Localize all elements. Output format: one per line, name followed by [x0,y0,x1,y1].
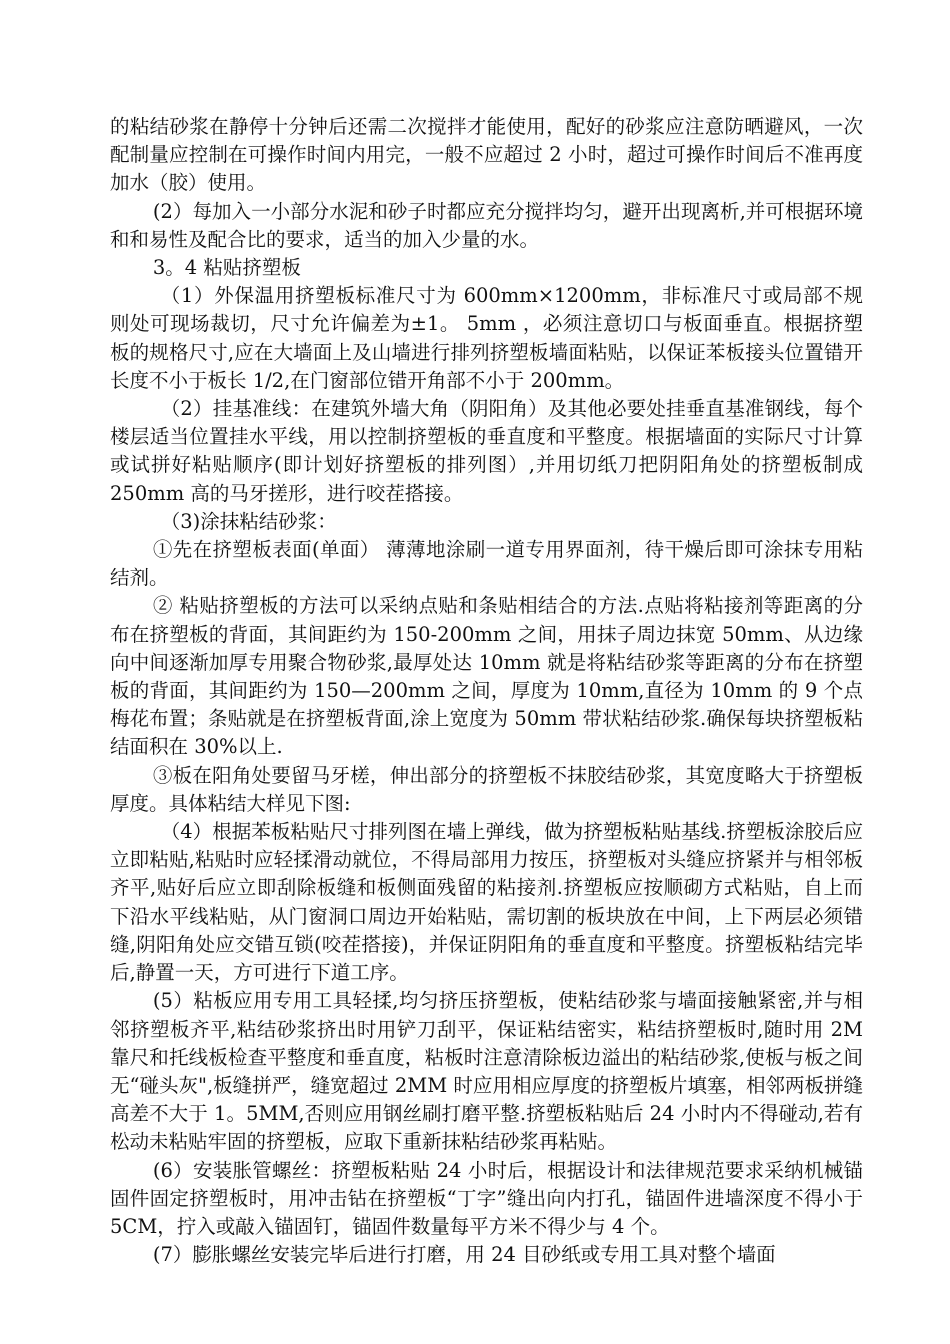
paragraph-item-2: （2）挂基准线：在建筑外墙大角（阴阳角）及其他必要处挂垂直基准钢线，每个楼层适当位置挂水平线，用以控制挤塑板的垂直度和平整度。根据墙面的实际尺寸计算或试拼好粘贴顺序(即计划好挤塑板的排列图）,并用切纸刀把阴阳角处的挤塑板制成 250mm 高的马牙搓形，进行咬茬搭接。 [110,397,863,505]
paragraph-sub-1: ①先在挤塑板表面(单面） 薄薄地涂刷一道专用界面剂，待干燥后即可涂抹专用粘结剂。 [110,538,863,590]
paragraph-step-2: (2）每加入一小部分水泥和砂子时都应充分搅拌均匀，避开出现离析,并可根据环境和和易性及配合比的要求，适当的加入少量的水。 [110,199,863,251]
paragraph-item-7: (7）膨胀螺丝安装完毕后进行打磨，用 24 目砂纸或专用工具对整个墙面 [152,1243,776,1267]
paragraph-item-5: (5）粘板应用专用工具轻揉,均匀挤压挤塑板，使粘结砂浆与墙面接触紧密,并与相邻挤塑板齐平,粘结砂浆挤出时用铲刀刮平，保证粘结密实，粘结挤塑板时,随时用 2M 靠尺和托线板检查平整度和垂直度，粘板时注意清除板边溢出的粘结砂浆,使板与板之间无“碰头灰",板缝拼严，缝宽超过 2MM 时应用相应厚度的挤塑板片填塞，相邻两板拼缝高差不大于 1。5MM,否则应用钢丝刷打磨平整.挤塑板粘贴后 24 小时内不得碰动,若有松动未粘贴牢固的挤塑板，应取下重新抹粘结砂浆再粘贴。 [110,989,863,1154]
paragraph-sub-3: ③板在阳角处要留马牙槎，伸出部分的挤塑板不抹胶结砂浆，其宽度略大于挤塑板厚度。具体粘结大样见下图: [110,763,863,815]
document-body [110,113,863,1269]
paragraph-sub-2: ② 粘贴挤塑板的方法可以采纳点贴和条贴相结合的方法.点贴将粘接剂等距离的分布在挤塑板的背面，其间距约为 150-200mm 之间，用抹子周边抹宽 50mm、从边缘向中间逐渐加厚专用聚合物砂浆,最厚处达 10mm 就是将粘结砂浆等距离的分布在挤塑板的背面，其间距约为 150—200mm 之间，厚度为 10mm,直径为 10mm 的 9 个点梅花布置；条贴就是在挤塑板背面,涂上宽度为 50mm 带状粘结砂浆.确保每块挤塑板粘结面积在 30%以上. [110,594,863,759]
paragraph-item-1: （1）外保温用挤塑板标准尺寸为 600mm×1200mm，非标准尺寸或局部不规则处可现场裁切，尺寸允许偏差为±1。 5mm ，必须注意切口与板面垂直。根据挤塑板的规格尺寸,应在大墙面上及山墙进行排列挤塑板墙面粘贴，以保证苯板接头位置错开长度不小于板长 1/2,在门窗部位错开角部不小于 200mm。 [110,284,863,392]
paragraph-item-4: （4）根据苯板粘贴尺寸排列图在墙上弹线，做为挤塑板粘贴基线.挤塑板涂胶后应立即粘贴,粘贴时应轻揉滑动就位，不得局部用力按压，挤塑板对头缝应挤紧并与相邻板齐平,贴好后应立即刮除板缝和板侧面残留的粘接剂.挤塑板应按顺砌方式粘贴，自上而下沿水平线粘贴，从门窗洞口周边开始粘贴，需切割的板块放在中间，上下两层必须错缝,阴阳角处应交错互锁(咬茬搭接)，并保证阴阳角的垂直度和平整度。挤塑板粘结完毕后,静置一天，方可进行下道工序。 [110,820,863,985]
paragraph-continuation: 的粘结砂浆在静停十分钟后还需二次搅拌才能使用，配好的砂浆应注意防晒避风，一次配制量应控制在可操作时间内用完，一般不应超过 2 小时，超过可操作时间后不准再度加水（胶）使用。 [110,115,863,195]
section-heading-3-4: 3。4 粘贴挤塑板 [152,256,301,280]
paragraph-item-3-title: （3)涂抹粘结砂浆： [160,509,337,533]
paragraph-item-6: (6）安装胀管螺丝：挤塑板粘贴 24 小时后，根据设计和法律规范要求采纳机械锚固件固定挤塑板时，用冲击钻在挤塑板“丁字”缝出向内打孔，锚固件进墙深度不得小于 5CM，拧入或敲入锚固钉，锚固件数量每平方米不得少与 4 个。 [110,1158,863,1238]
